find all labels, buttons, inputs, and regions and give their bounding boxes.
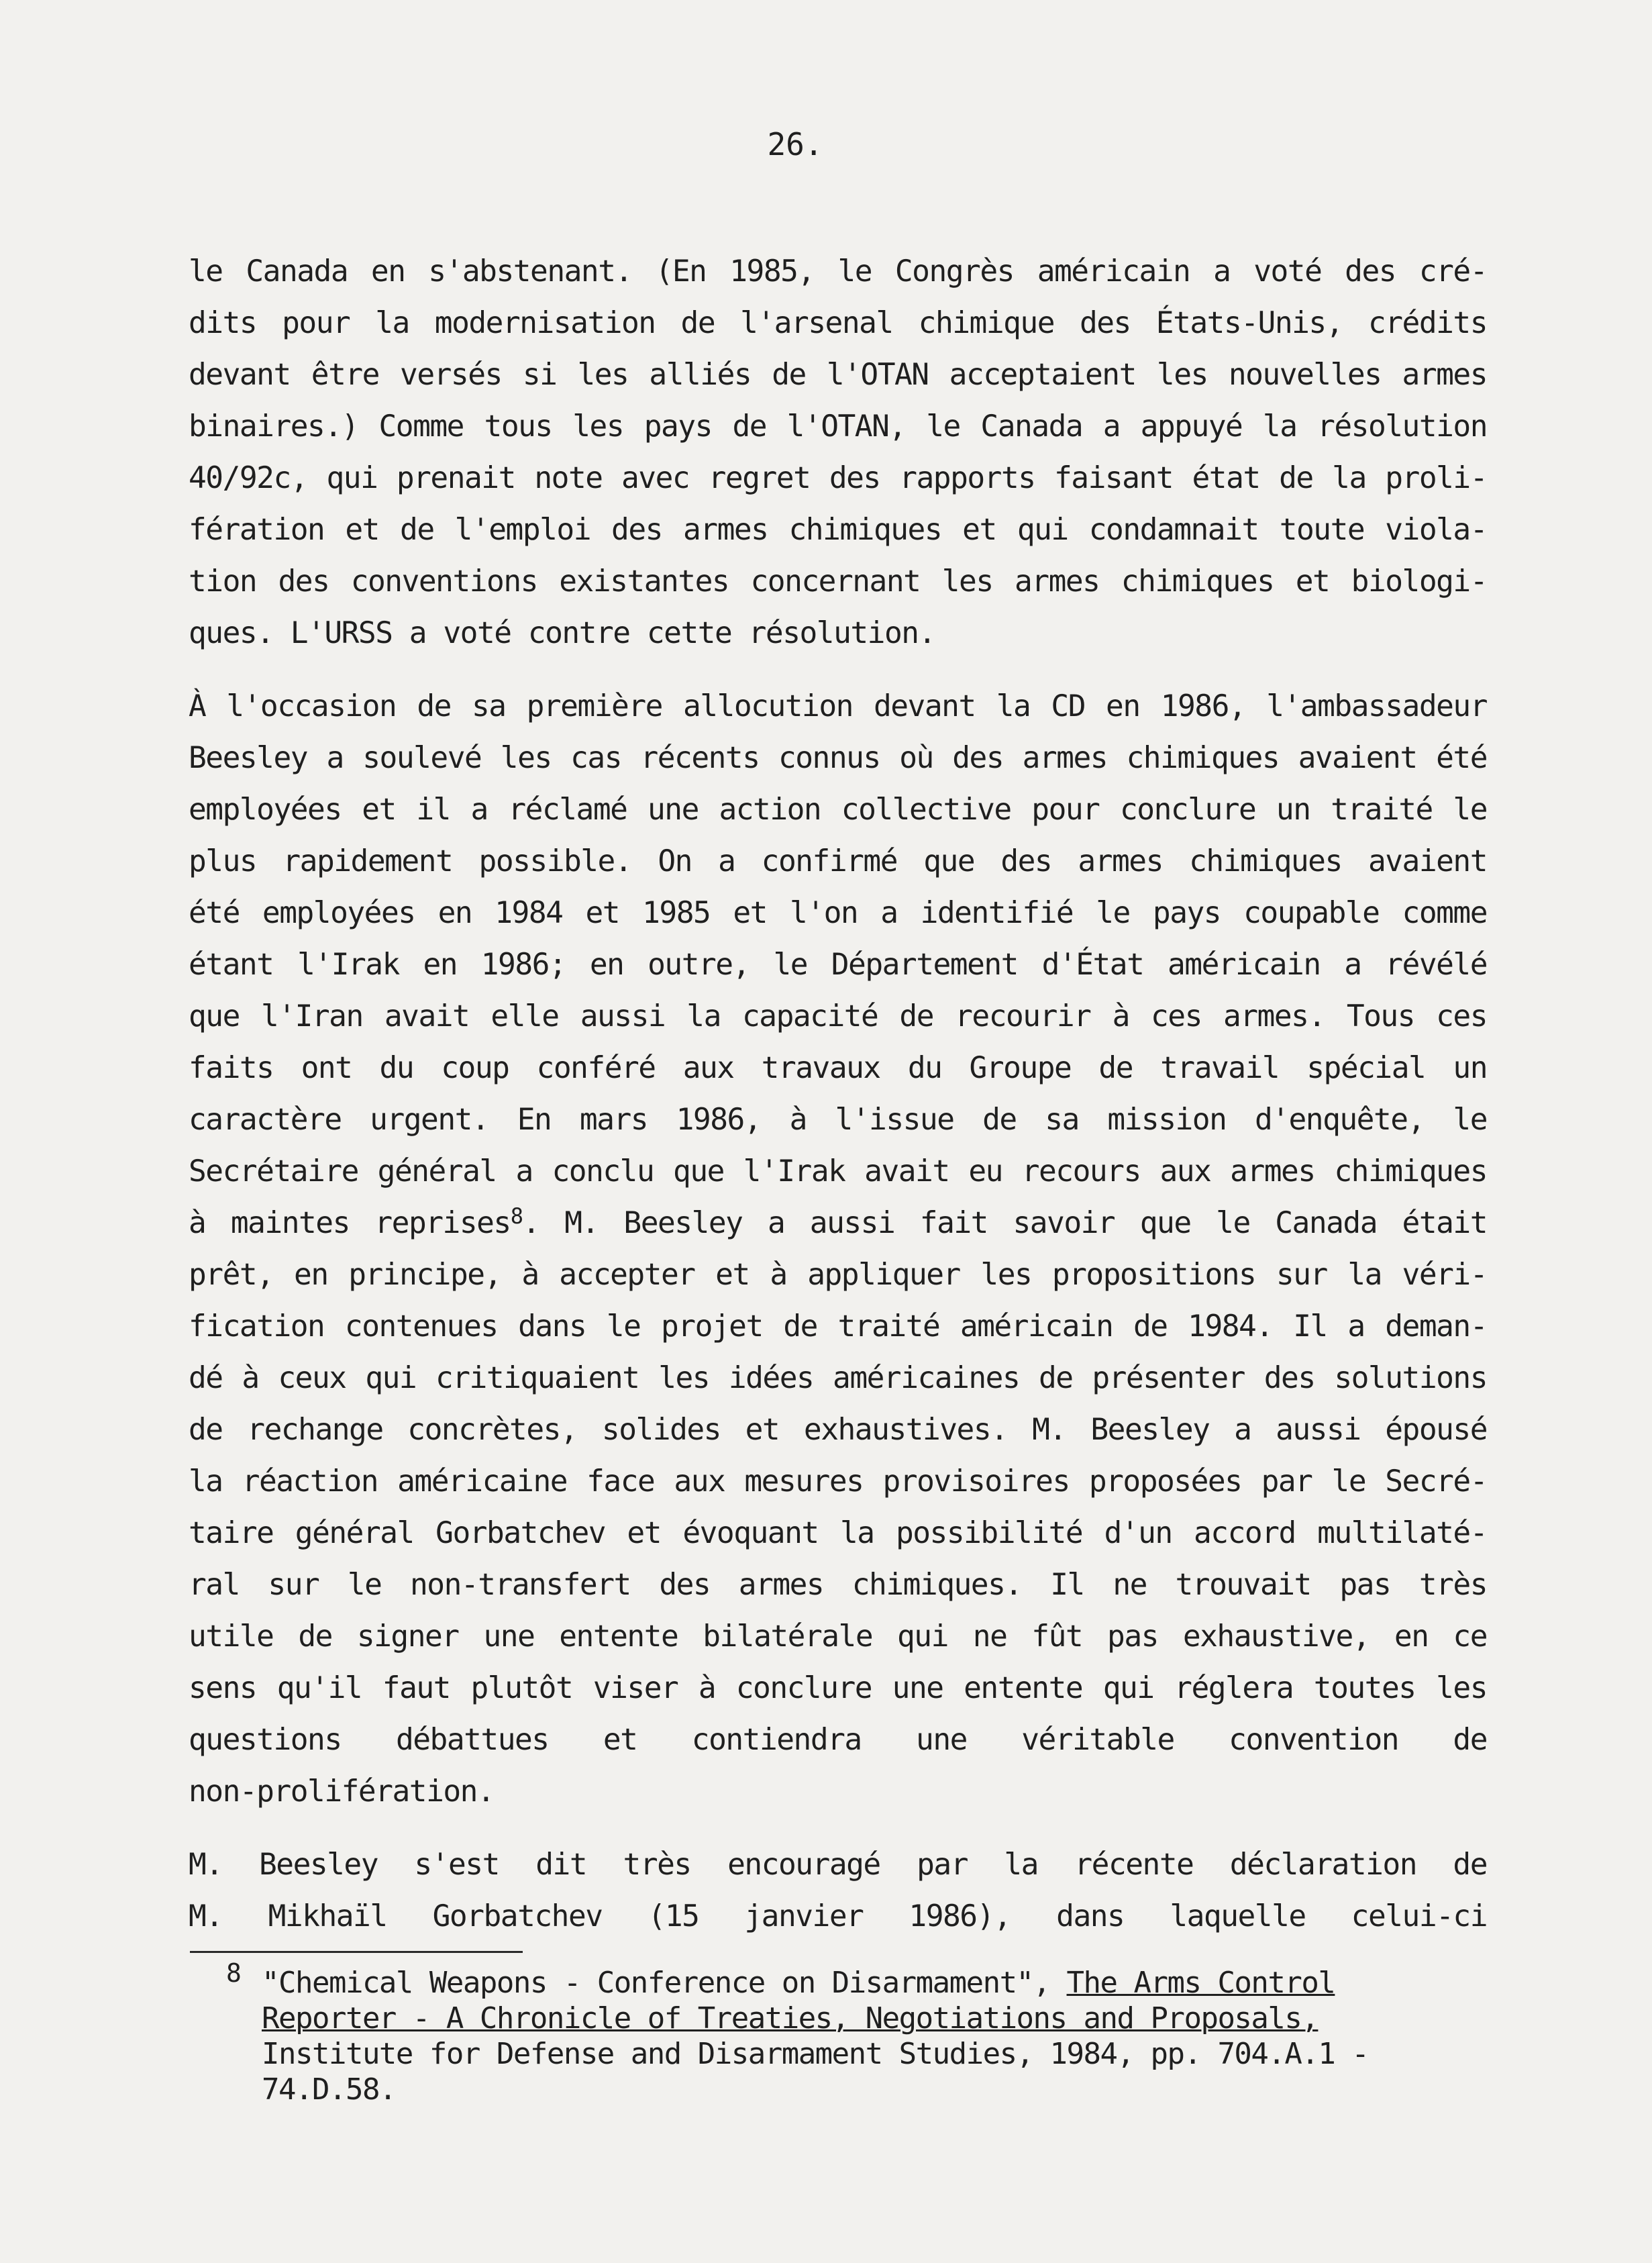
text-line: M. Mikhaïl Gorbatchev (15 janvier 1986), dans laquelle celui-ci <box>189 1899 1487 1933</box>
text-line: employées et il a réclamé une action collective pour conclure un traité le <box>189 793 1487 827</box>
text-line: étant l'Irak en 1986; en outre, le Département d'État américain a révélé <box>189 948 1487 982</box>
text-line: À l'occasion de sa première allocution devant la CD en 1986, l'ambassadeur <box>189 689 1487 723</box>
text-line: devant être versés si les alliés de l'OTAN acceptaient les nouvelles armes <box>189 358 1487 392</box>
text-line: 40/92c, qui prenait note avec regret des rapports faisant état de la proli- <box>189 461 1487 495</box>
text-line: la réaction américaine face aux mesures provisoires proposées par le Secré- <box>189 1464 1487 1499</box>
text-line: Secrétaire général a conclu que l'Irak avait eu recours aux armes chimiques <box>189 1154 1487 1189</box>
text-line: questions débattues et contiendra une véritable convention de <box>189 1723 1487 1757</box>
text-line: utile de signer une entente bilatérale qui ne fût pas exhaustive, en ce <box>189 1619 1487 1654</box>
paragraph-1 <box>189 246 1487 659</box>
footnote-text: "Chemical Weapons - Conference on Disarmament", <box>262 1966 1067 2000</box>
text-line: taire général Gorbatchev et évoquant la possibilité d'un accord multilaté- <box>189 1516 1487 1550</box>
text-line: le Canada en s'abstenant. (En 1985, le Congrès américain a voté des cré- <box>189 254 1487 289</box>
text-fragment: à maintes reprises <box>189 1206 511 1240</box>
text-fragment: . M. Beesley a aussi fait savoir que le Canada était <box>522 1206 1487 1240</box>
text-line: de rechange concrètes, solides et exhaustives. M. Beesley a aussi épousé <box>189 1413 1487 1447</box>
footnote-line: 74.D.58. <box>262 2072 396 2107</box>
paragraph-2 <box>189 681 1487 1817</box>
text-line: plus rapidement possible. On a confirmé que des armes chimiques avaient <box>189 844 1487 878</box>
page-number: 26. <box>767 126 823 162</box>
footnote <box>226 1958 1449 2107</box>
text-line: non-prolifération. <box>189 1774 495 1809</box>
footnote-title: The Arms Control <box>1066 1966 1335 2000</box>
footnote-line <box>262 1965 1449 2001</box>
text-line: tion des conventions existantes concernant les armes chimiques et biologi- <box>189 564 1487 599</box>
text-line: prêt, en principe, à accepter et à appliquer les propositions sur la véri- <box>189 1258 1487 1292</box>
footnote-reference: 8 <box>510 1203 523 1229</box>
text-line: fération et de l'emploi des armes chimiques et qui condamnait toute viola- <box>189 513 1487 547</box>
text-line: M. Beesley s'est dit très encouragé par la récente déclaration de <box>189 1848 1487 1882</box>
text-line: ral sur le non-transfert des armes chimiques. Il ne trouvait pas très <box>189 1568 1487 1602</box>
text-line: que l'Iran avait elle aussi la capacité de recourir à ces armes. Tous ces <box>189 999 1487 1034</box>
text-line: Beesley a soulevé les cas récents connus où des armes chimiques avaient été <box>189 741 1487 775</box>
footnote-line: Institute for Defense and Disarmament Studies, 1984, pp. 704.A.1 - <box>262 2037 1369 2071</box>
footnote-line: Reporter - A Chronicle of Treaties, Negotiations and Proposals, <box>262 2001 1319 2035</box>
text-line: ques. L'URSS a voté contre cette résolution. <box>189 616 935 650</box>
text-line: dé à ceux qui critiquaient les idées américaines de présenter des solutions <box>189 1361 1487 1395</box>
footnote-divider <box>190 1951 523 1953</box>
text-line: été employées en 1984 et 1985 et l'on a identifié le pays coupable comme <box>189 896 1487 930</box>
text-line: faits ont du coup conféré aux travaux du Groupe de travail spécial un <box>189 1051 1487 1085</box>
text-line: sens qu'il faut plutôt viser à conclure une entente qui réglera toutes les <box>189 1671 1487 1705</box>
text-line: dits pour la modernisation de l'arsenal chimique des États-Unis, crédits <box>189 306 1487 340</box>
text-line: binaires.) Comme tous les pays de l'OTAN, le Canada a appuyé la résolution <box>189 409 1487 444</box>
text-line-with-footnote-ref <box>189 1197 1487 1249</box>
text-line: caractère urgent. En mars 1986, à l'issue de sa mission d'enquête, le <box>189 1103 1487 1137</box>
paragraph-3 <box>189 1839 1487 1942</box>
text-line: fication contenues dans le projet de traité américain de 1984. Il a deman- <box>189 1309 1487 1344</box>
footnote-marker: 8 <box>226 1958 241 1988</box>
